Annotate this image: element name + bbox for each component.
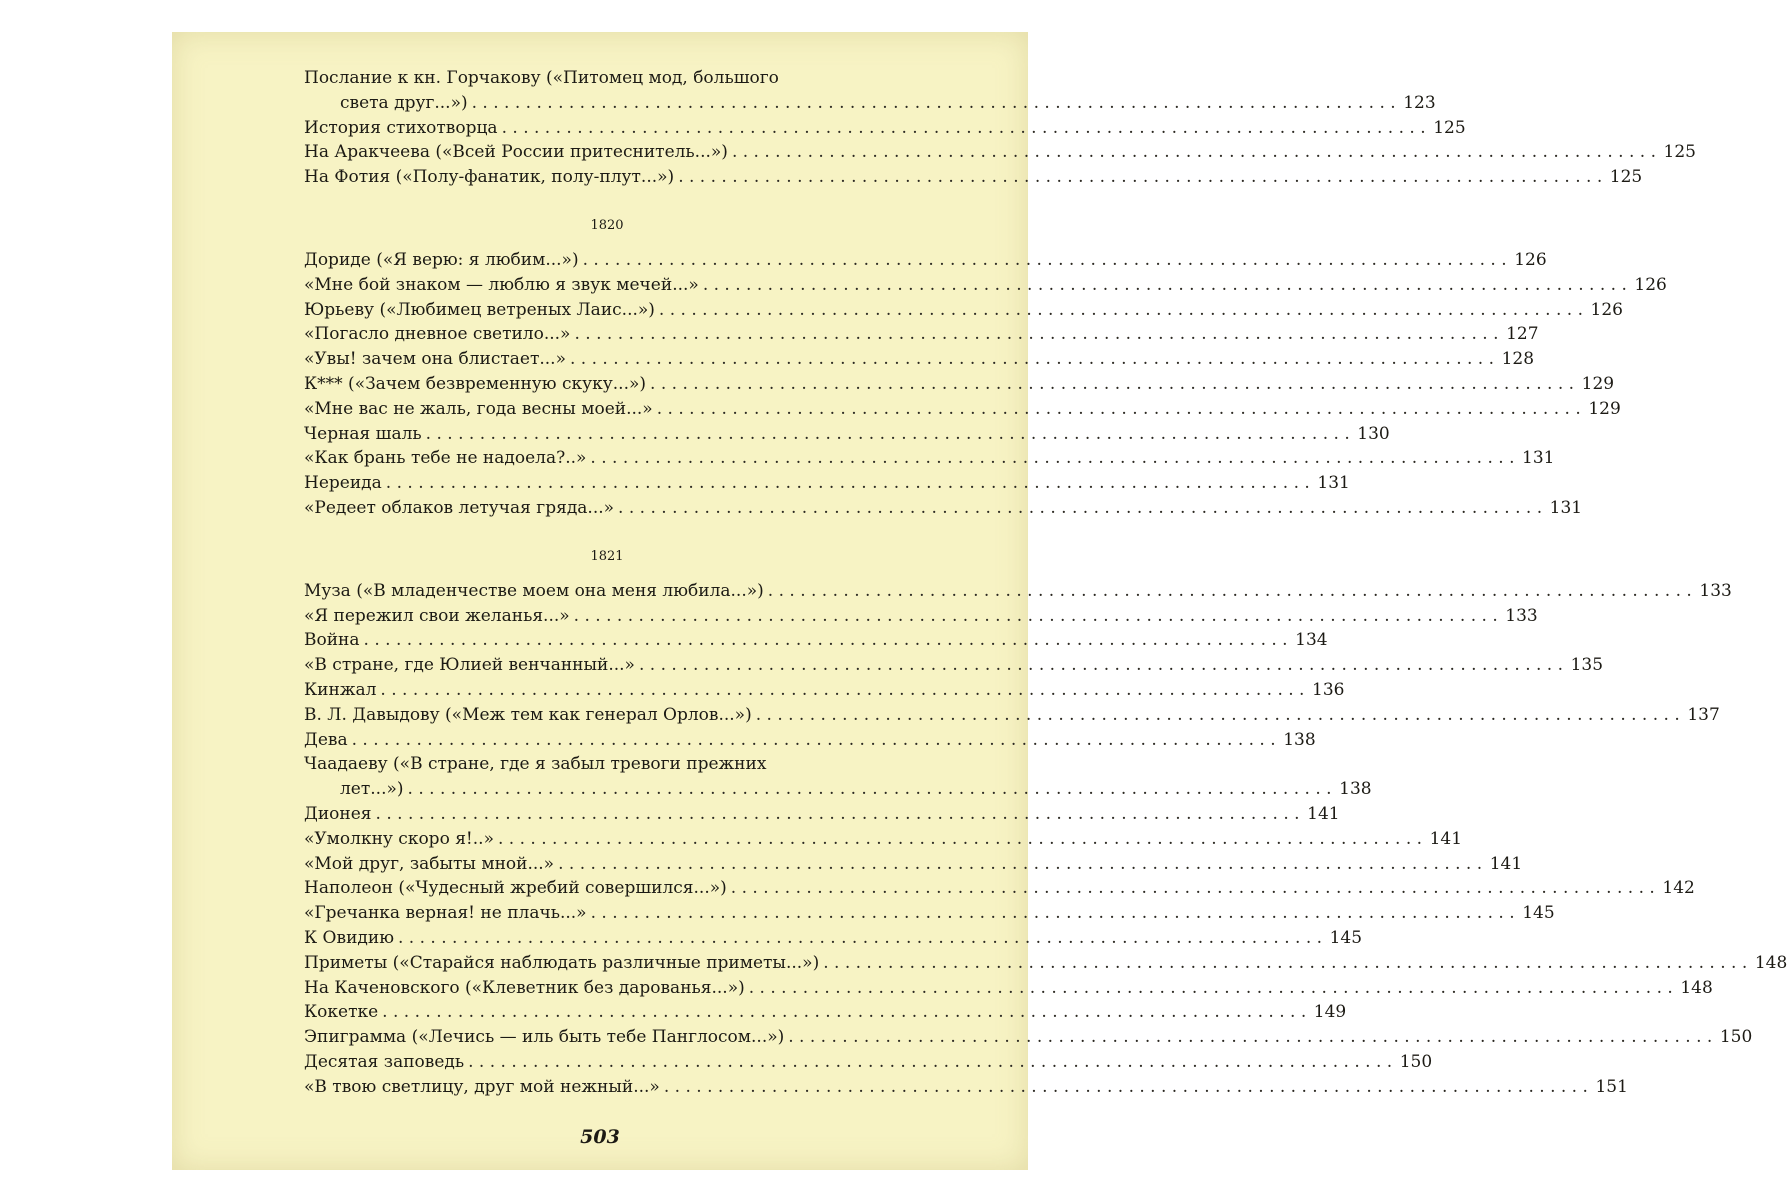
toc-entry-page: 125: [1663, 142, 1696, 163]
toc-entry-page: 125: [1609, 167, 1643, 188]
toc-entry-title: Наполеон («Чудесный жребий совершился...»): [304, 878, 727, 899]
toc-entry-page: 150: [1399, 1051, 1433, 1072]
dot-leader: [756, 703, 1680, 728]
toc-entry-page: 126: [1634, 274, 1667, 295]
toc-entry-title: Муза («В младенчестве моем она меня любила...»): [304, 580, 764, 601]
dot-leader: [574, 604, 1498, 629]
dot-leader: [386, 471, 1310, 496]
toc-entry-page: 138: [1339, 779, 1372, 800]
dot-leader: [731, 876, 1655, 901]
toc-entry-page: 148: [1754, 952, 1787, 973]
toc-entry: [304, 604, 1538, 629]
toc-entry-page: 151: [1595, 1076, 1628, 1097]
toc-entry: [304, 926, 1363, 951]
dot-leader: [570, 347, 1494, 372]
toc-entry: [304, 1025, 1753, 1050]
toc-entry: [304, 653, 1604, 678]
toc-entry-page: 126: [1514, 249, 1547, 270]
toc-entry: [304, 165, 1643, 190]
toc-entry-page: 141: [1307, 803, 1340, 824]
toc-entry: [304, 298, 1623, 323]
toc-entry-title: Чаадаеву («В стране, где я забыл тревоги прежних: [304, 754, 767, 775]
toc-entry-page: 137: [1687, 704, 1720, 725]
dot-leader: [472, 91, 1396, 116]
toc-entry: [304, 446, 1555, 471]
page-number: 503: [580, 1126, 620, 1148]
toc-entry-title: «В твою светлицу, друг мой нежный...»: [304, 1076, 660, 1097]
toc-entry-page: 130: [1357, 423, 1390, 444]
toc-entry-title: Кинжал: [304, 679, 377, 700]
toc-entry-page: 149: [1313, 1002, 1347, 1023]
dot-leader: [591, 901, 1515, 926]
dot-leader: [650, 372, 1574, 397]
dot-leader: [768, 579, 1692, 604]
toc-entry-title: В. Л. Давыдову («Меж тем как генерал Орлов...»): [304, 704, 752, 725]
toc-entry: [304, 901, 1555, 926]
toc-entry-page: 129: [1588, 398, 1621, 419]
toc-entry: [304, 140, 1696, 165]
dot-leader: [678, 165, 1602, 190]
dot-leader: [788, 1025, 1712, 1050]
toc-entry: [304, 703, 1720, 728]
toc-entry-line: [304, 752, 910, 777]
toc-entry-page: 135: [1570, 655, 1604, 676]
toc-entry-title: Юрьеву («Любимец ветреных Лаис...»): [304, 299, 655, 320]
toc-entry-page: 133: [1699, 580, 1732, 601]
toc-entry-title: «Как брань тебе не надоела?..»: [304, 448, 587, 469]
toc-entry-page: 136: [1312, 679, 1345, 700]
toc-entry-title: Дева: [304, 729, 348, 750]
toc-entry-title-continuation: света друг...»): [340, 92, 468, 113]
toc-entry: [304, 273, 1667, 298]
toc-entry: [304, 1075, 1628, 1100]
section-year-heading: 1821: [590, 548, 624, 564]
dot-leader: [382, 1000, 1306, 1025]
toc-entry-title: Приметы («Старайся наблюдать различные приметы...»): [304, 952, 820, 973]
toc-entry-continuation: [304, 91, 1436, 116]
toc-entry: [304, 1050, 1433, 1075]
toc-entry-title: На Каченовского («Клеветник без дарованья...»): [304, 977, 745, 998]
toc-entry-page: 145: [1522, 903, 1555, 924]
dot-leader: [426, 422, 1350, 447]
dot-leader: [583, 248, 1507, 273]
toc-entry-page: 131: [1522, 448, 1555, 469]
toc-entry: [304, 852, 1523, 877]
toc-entry: [304, 1000, 1347, 1025]
toc-entry-page: 142: [1662, 878, 1695, 899]
dot-leader: [823, 951, 1747, 976]
dot-leader: [408, 777, 1332, 802]
table-of-contents: [304, 66, 1787, 1099]
toc-entry-title: Дионея: [304, 803, 372, 824]
toc-entry-page: 150: [1719, 1027, 1753, 1048]
toc-entry: [304, 248, 1547, 273]
toc-entry: [304, 322, 1539, 347]
toc-entry-title: История стихотворца: [304, 117, 498, 138]
toc-entry: [304, 397, 1621, 422]
toc-entry-title: «Редеет облаков летучая гряда...»: [304, 497, 615, 518]
toc-entry: [304, 678, 1345, 703]
toc-entry-title: «Мне бой знаком — люблю я звук мечей...»: [304, 274, 699, 295]
toc-entry: [304, 951, 1787, 976]
dot-leader: [664, 1075, 1588, 1100]
toc-entry-title: «Погасло дневное светило...»: [304, 324, 571, 345]
toc-entry-page: 133: [1505, 605, 1538, 626]
toc-entry-page: 125: [1433, 117, 1466, 138]
book-page: [172, 32, 1787, 1170]
toc-entry: [304, 496, 1583, 521]
toc-entry-page: 138: [1283, 729, 1316, 750]
dot-leader: [352, 728, 1276, 753]
toc-entry-title: «Увы! зачем она блистает...»: [304, 349, 566, 370]
dot-leader: [502, 116, 1426, 141]
toc-entry-title: На Фотия («Полу-фанатик, полу-плут...»): [304, 167, 675, 188]
toc-entry: [304, 628, 1328, 653]
dot-leader: [498, 827, 1422, 852]
toc-entry: [304, 471, 1350, 496]
toc-entry-title: Дориде («Я верю: я любим...»): [304, 249, 579, 270]
dot-leader: [468, 1050, 1392, 1075]
toc-entry-page: 148: [1680, 977, 1713, 998]
toc-entry: [304, 372, 1615, 397]
toc-entry-page: 131: [1317, 473, 1350, 494]
toc-entry: [304, 876, 1695, 901]
toc-entry-title: «В стране, где Юлией венчанный...»: [304, 655, 635, 676]
toc-entry-page: 127: [1506, 324, 1539, 345]
toc-entry-title: Эпиграмма («Лечись — иль быть тебе Панглосом...»): [304, 1027, 785, 1048]
dot-leader: [659, 298, 1583, 323]
dot-leader: [364, 628, 1288, 653]
toc-entry: [304, 347, 1535, 372]
dot-leader: [618, 496, 1542, 521]
toc-entry-title: «Умолкну скоро я!..»: [304, 828, 494, 849]
toc-entry-title: «Я пережил свои желанья...»: [304, 605, 570, 626]
toc-entry: [304, 116, 1466, 141]
toc-entry-page: 141: [1489, 853, 1523, 874]
toc-entry: [304, 422, 1390, 447]
toc-entry-title: На Аракчеева («Всей России притеснитель...»): [304, 142, 728, 163]
dot-leader: [590, 446, 1514, 471]
toc-entry-continuation: [304, 777, 1372, 802]
toc-entry-title: Десятая заповедь: [304, 1051, 465, 1072]
toc-entry-page: 145: [1329, 927, 1363, 948]
dot-leader: [380, 678, 1304, 703]
dot-leader: [376, 802, 1300, 827]
toc-entry-page: 128: [1501, 349, 1535, 370]
toc-entry-page: 126: [1590, 299, 1623, 320]
toc-entry-page: 134: [1295, 630, 1328, 651]
dot-leader: [732, 140, 1656, 165]
dot-leader: [639, 653, 1563, 678]
toc-entry-title: Война: [304, 630, 360, 651]
toc-entry-page: 129: [1581, 373, 1615, 394]
toc-entry-title: «Мне вас не жаль, года весны моей...»: [304, 398, 653, 419]
toc-entry-title: Нереида: [304, 473, 382, 494]
dot-leader: [703, 273, 1627, 298]
toc-entry-title: Черная шаль: [304, 423, 422, 444]
toc-entry: [304, 976, 1713, 1001]
toc-entry-title: К Овидию: [304, 927, 394, 948]
toc-entry-page: 123: [1403, 92, 1436, 113]
dot-leader: [558, 852, 1482, 877]
dot-leader: [398, 926, 1322, 951]
toc-entry-page: 141: [1429, 828, 1463, 849]
toc-entry-title: Кокетке: [304, 1002, 379, 1023]
section-year-heading: 1820: [590, 217, 624, 233]
dot-leader: [574, 322, 1498, 347]
toc-entry: [304, 579, 1732, 604]
toc-entry-title: «Мой друг, забыты мной...»: [304, 853, 555, 874]
toc-entry: [304, 802, 1340, 827]
toc-entry-line: [304, 66, 910, 91]
toc-entry-title: «Гречанка верная! не плачь...»: [304, 903, 587, 924]
toc-entry: [304, 827, 1463, 852]
toc-entry-title: Послание к кн. Горчакову («Питомец мод, большого: [304, 68, 779, 88]
toc-entry: [304, 728, 1316, 753]
dot-leader: [657, 397, 1581, 422]
dot-leader: [749, 976, 1673, 1001]
toc-entry-page: 131: [1549, 497, 1583, 518]
toc-entry-title: К*** («Зачем безвременную скуку...»): [304, 373, 647, 394]
toc-entry-title-continuation: лет...»): [340, 779, 404, 800]
